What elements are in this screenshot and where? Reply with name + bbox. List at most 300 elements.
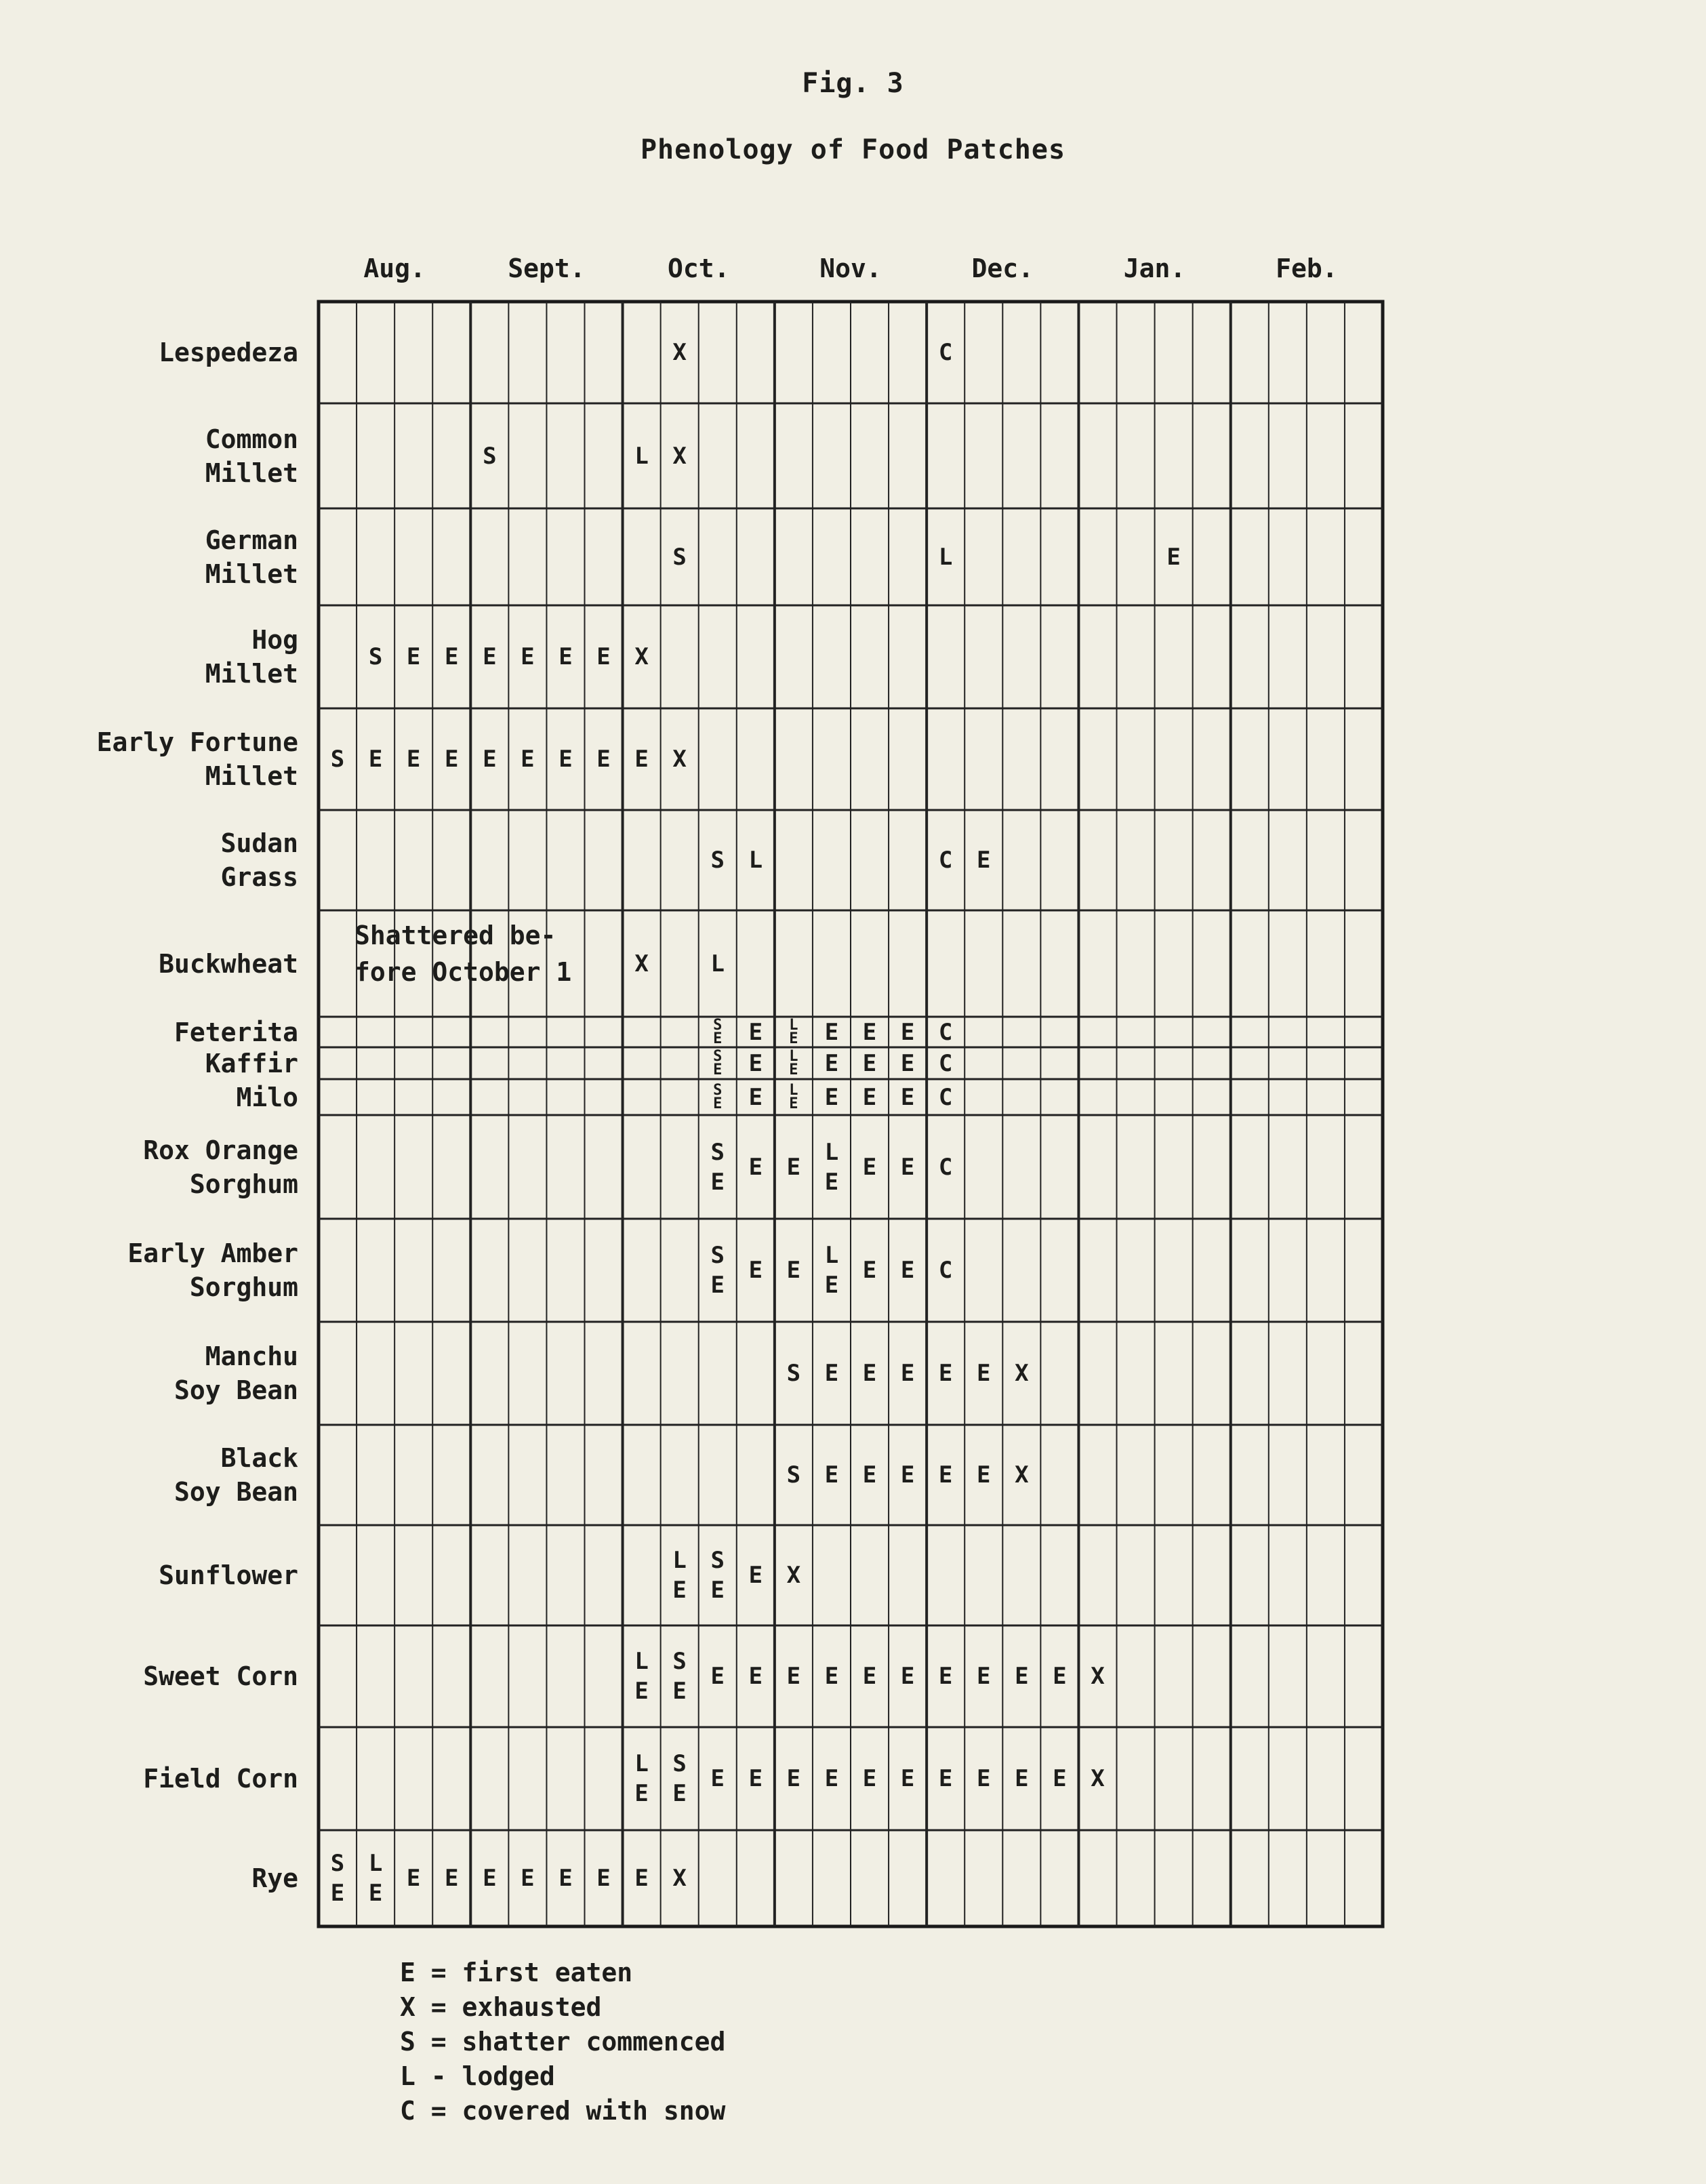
phenology-mark-letter: E: [938, 1765, 953, 1792]
phenology-mark-letter: X: [786, 1562, 801, 1589]
phenology-mark-letter: E: [786, 1765, 801, 1792]
crop-label-line: Lespedeza: [159, 338, 298, 367]
phenology-mark: [394, 1863, 432, 1893]
phenology-mark-letter: S: [483, 442, 497, 470]
phenology-mark: [775, 1358, 813, 1388]
phenology-mark: [432, 1863, 470, 1893]
phenology-mark: [699, 1240, 737, 1300]
phenology-mark-letter: C: [938, 1153, 953, 1181]
buckwheat-note-line-1: Shattered be-: [354, 921, 556, 950]
phenology-mark-letter: E: [900, 1257, 915, 1284]
phenology-mark-letter: E: [596, 643, 611, 670]
phenology-mark-letter: S: [710, 847, 725, 874]
phenology-mark-letter: S: [786, 1360, 801, 1387]
crop-label-line: Common: [205, 424, 298, 454]
phenology-mark: [623, 744, 661, 774]
phenology-mark: [851, 1358, 889, 1388]
phenology-mark: [699, 1047, 737, 1078]
phenology-mark: [546, 642, 584, 672]
phenology-mark-letter: E: [1015, 1765, 1029, 1792]
phenology-mark-letter: E: [1053, 1765, 1067, 1792]
phenology-mark: [470, 441, 508, 471]
phenology-mark: [737, 1560, 775, 1590]
phenology-mark: [964, 1358, 1002, 1388]
phenology-mark-letter: X: [634, 950, 649, 977]
crop-label-line: Kaffir: [205, 1048, 298, 1078]
phenology-mark-letter: E: [596, 746, 611, 773]
phenology-mark-letter: E: [406, 746, 421, 773]
phenology-mark-letter: E: [862, 1018, 877, 1046]
phenology-mark-letter: E: [824, 1360, 839, 1387]
phenology-mark-letter: X: [1015, 1360, 1029, 1387]
phenology-mark-letter: E: [824, 1272, 839, 1299]
legend-item: L - lodged: [400, 2061, 555, 2091]
phenology-mark: [1078, 1661, 1116, 1691]
phenology-mark: [508, 642, 546, 672]
phenology-mark-letter: S: [713, 1016, 723, 1034]
phenology-mark-letter: E: [938, 1360, 953, 1387]
phenology-mark: [889, 1017, 927, 1047]
phenology-mark-letter: E: [672, 1577, 687, 1604]
crop-label-line: Feterita: [174, 1017, 298, 1047]
crop-label-line: Buckwheat: [159, 948, 298, 979]
phenology-mark-letter: X: [672, 746, 687, 773]
phenology-mark-letter: E: [900, 1049, 915, 1077]
phenology-mark-letter: E: [634, 1865, 649, 1892]
phenology-mark-letter: X: [672, 1865, 687, 1892]
phenology-mark: [775, 1560, 813, 1590]
phenology-mark-letter: L: [824, 1242, 839, 1269]
phenology-mark-letter: S: [330, 1850, 345, 1877]
phenology-mark: [623, 642, 661, 672]
phenology-mark: [319, 1848, 357, 1908]
phenology-mark-letter: L: [634, 1648, 649, 1675]
phenology-mark-letter: E: [368, 746, 383, 773]
phenology-mark-letter: E: [789, 1061, 798, 1078]
phenology-mark-letter: E: [862, 1663, 877, 1690]
phenology-mark: [319, 744, 357, 774]
phenology-mark: [964, 1661, 1002, 1691]
phenology-mark: [775, 1255, 813, 1285]
legend: [400, 1956, 725, 2128]
phenology-mark: [699, 949, 737, 979]
phenology-mark-letter: E: [748, 1049, 763, 1077]
phenology-mark-letter: S: [330, 746, 345, 773]
crop-label-line: Millet: [205, 761, 298, 791]
phenology-mark-letter: X: [1091, 1663, 1105, 1690]
phenology-mark: [699, 1661, 737, 1691]
phenology-mark: [927, 1049, 964, 1078]
phenology-mark: [661, 542, 699, 572]
phenology-mark-letter: E: [444, 746, 459, 773]
crop-label-line: Rox Orange: [143, 1135, 298, 1165]
phenology-mark: [775, 1047, 813, 1078]
phenology-mark: [813, 1358, 851, 1388]
crop-label-line: Field Corn: [143, 1764, 298, 1794]
phenology-mark-letter: E: [634, 746, 649, 773]
phenology-mark: [775, 1764, 813, 1794]
phenology-mark-letter: E: [789, 1030, 798, 1047]
figure-title: Phenology of Food Patches: [640, 134, 1066, 165]
phenology-mark: [851, 1152, 889, 1182]
phenology-mark: [699, 845, 737, 875]
month-header: Feb.: [1276, 254, 1338, 283]
phenology-mark-letter: E: [824, 1083, 839, 1111]
phenology-mark: [889, 1764, 927, 1794]
phenology-mark: [813, 1661, 851, 1691]
phenology-mark-letter: E: [444, 643, 459, 670]
phenology-mark-letter: E: [824, 1765, 839, 1792]
phenology-mark-letter: E: [710, 1577, 725, 1604]
phenology-mark-letter: E: [710, 1168, 725, 1196]
phenology-mark: [699, 1764, 737, 1794]
phenology-mark-letter: E: [406, 1865, 421, 1892]
phenology-mark-letter: E: [824, 1049, 839, 1077]
crop-label-line: German: [205, 525, 298, 555]
phenology-mark: [927, 1083, 964, 1112]
phenology-mark: [661, 1646, 699, 1706]
crop-label-line: Black: [220, 1443, 298, 1473]
phenology-mark: [889, 1358, 927, 1388]
phenology-mark: [927, 542, 964, 572]
phenology-mark-letter: L: [634, 1750, 649, 1777]
phenology-mark-letter: E: [713, 1061, 723, 1078]
phenology-mark: [546, 1863, 584, 1893]
phenology-mark-letter: E: [521, 746, 535, 773]
phenology-mark-letter: E: [330, 1880, 345, 1907]
phenology-mark-letter: E: [862, 1049, 877, 1077]
phenology-mark: [889, 1460, 927, 1490]
phenology-mark: [1078, 1764, 1116, 1794]
phenology-mark: [927, 1358, 964, 1388]
phenology-mark-letter: E: [672, 1678, 687, 1705]
phenology-mark: [737, 1661, 775, 1691]
crop-label-line: Hog: [251, 625, 298, 655]
phenology-mark: [623, 1646, 661, 1706]
phenology-mark-letter: L: [824, 1138, 839, 1166]
phenology-mark-letter: E: [634, 1780, 649, 1807]
crop-label-line: Sunflower: [159, 1560, 298, 1590]
phenology-mark: [737, 1049, 775, 1078]
phenology-mark-letter: L: [748, 847, 763, 874]
phenology-mark-letter: L: [672, 1547, 687, 1574]
phenology-mark-letter: E: [521, 1865, 535, 1892]
phenology-mark-letter: E: [824, 1018, 839, 1046]
crop-label-line: Sweet Corn: [143, 1661, 298, 1691]
phenology-mark-letter: E: [1166, 543, 1181, 571]
crop-label-line: Early Fortune: [96, 727, 298, 757]
phenology-mark: [1002, 1764, 1040, 1794]
phenology-mark: [851, 1017, 889, 1047]
crop-label-line: Early Amber: [127, 1238, 298, 1268]
phenology-mark: [1155, 542, 1193, 572]
phenology-mark: [889, 1083, 927, 1112]
phenology-mark: [813, 1049, 851, 1078]
phenology-mark-letter: E: [862, 1083, 877, 1111]
legend-item: S = shatter commenced: [400, 2027, 726, 2057]
phenology-mark: [357, 1848, 394, 1908]
phenology-mark-letter: E: [900, 1018, 915, 1046]
phenology-mark-letter: L: [938, 543, 953, 571]
phenology-mark: [813, 1083, 851, 1112]
phenology-mark-letter: E: [558, 746, 573, 773]
phenology-mark: [585, 642, 623, 672]
phenology-mark: [623, 1863, 661, 1893]
phenology-mark: [1002, 1460, 1040, 1490]
phenology-mark-letter: E: [713, 1030, 723, 1047]
phenology-mark: [851, 1764, 889, 1794]
phenology-mark-letter: L: [710, 950, 725, 977]
phenology-mark-letter: E: [483, 643, 497, 670]
phenology-mark-letter: X: [672, 339, 687, 366]
phenology-mark-letter: E: [862, 1461, 877, 1489]
phenology-mark: [1040, 1764, 1078, 1794]
phenology-mark-letter: C: [938, 339, 953, 366]
phenology-mark-letter: E: [976, 847, 991, 874]
crop-label-line: Sorghum: [189, 1272, 298, 1302]
phenology-mark-letter: E: [900, 1765, 915, 1792]
phenology-mark-letter: E: [976, 1461, 991, 1489]
phenology-mark-letter: C: [938, 1083, 953, 1111]
phenology-mark-letter: E: [824, 1168, 839, 1196]
phenology-mark: [927, 1460, 964, 1490]
phenology-mark-letter: E: [713, 1095, 723, 1112]
phenology-mark: [927, 845, 964, 875]
phenology-mark: [927, 338, 964, 367]
phenology-mark-letter: X: [672, 442, 687, 470]
phenology-mark: [775, 1152, 813, 1182]
phenology-mark-letter: E: [748, 1257, 763, 1284]
phenology-mark: [851, 1255, 889, 1285]
phenology-mark: [623, 1749, 661, 1808]
phenology-mark-letter: E: [483, 746, 497, 773]
phenology-mark-letter: S: [672, 1750, 687, 1777]
phenology-mark-letter: E: [748, 1083, 763, 1111]
phenology-mark-letter: E: [976, 1663, 991, 1690]
phenology-mark-letter: L: [789, 1047, 798, 1065]
crop-label-line: Grass: [220, 862, 298, 892]
phenology-mark-letter: S: [713, 1081, 723, 1099]
phenology-mark: [964, 1764, 1002, 1794]
phenology-mark: [699, 1545, 737, 1605]
phenology-mark: [699, 1137, 737, 1197]
phenology-mark-letter: S: [368, 643, 383, 670]
phenology-mark-letter: E: [1053, 1663, 1067, 1690]
phenology-mark-letter: L: [789, 1081, 798, 1099]
phenology-mark: [661, 1545, 699, 1605]
crop-label-line: Sudan: [220, 828, 298, 858]
phenology-mark: [394, 744, 432, 774]
phenology-mark: [546, 744, 584, 774]
phenology-mark: [737, 1255, 775, 1285]
phenology-mark: [661, 338, 699, 367]
crop-label-line: Millet: [205, 659, 298, 689]
phenology-mark-letter: E: [900, 1153, 915, 1181]
phenology-mark-letter: E: [634, 1678, 649, 1705]
phenology-mark: [737, 1083, 775, 1112]
phenology-mark-letter: E: [558, 643, 573, 670]
phenology-mark-letter: E: [786, 1663, 801, 1690]
phenology-mark: [737, 1764, 775, 1794]
crop-label-line: Soy Bean: [174, 1477, 298, 1507]
phenology-mark: [813, 1137, 851, 1197]
phenology-mark-letter: E: [862, 1765, 877, 1792]
phenology-mark: [851, 1661, 889, 1691]
phenology-mark: [357, 642, 394, 672]
phenology-mark-letter: S: [710, 1138, 725, 1166]
phenology-mark: [470, 744, 508, 774]
phenology-mark-letter: C: [938, 1049, 953, 1077]
phenology-mark: [775, 1460, 813, 1490]
phenology-mark: [737, 1017, 775, 1047]
phenology-mark: [394, 642, 432, 672]
phenology-mark-letter: E: [710, 1765, 725, 1792]
phenology-mark: [585, 744, 623, 774]
phenology-mark: [508, 744, 546, 774]
phenology-mark: [851, 1049, 889, 1078]
phenology-mark: [851, 1083, 889, 1112]
phenology-mark: [927, 1152, 964, 1182]
crop-label-line: Millet: [205, 559, 298, 589]
phenology-mark: [661, 744, 699, 774]
phenology-mark-letter: E: [824, 1663, 839, 1690]
phenology-mark: [1002, 1358, 1040, 1388]
phenology-mark-letter: X: [1015, 1461, 1029, 1489]
phenology-mark: [1040, 1661, 1078, 1691]
phenology-mark: [964, 1460, 1002, 1490]
phenology-mark-letter: E: [444, 1865, 459, 1892]
phenology-mark-letter: S: [713, 1047, 723, 1065]
phenology-mark: [775, 1081, 813, 1112]
phenology-mark: [775, 1016, 813, 1047]
phenology-mark-letter: L: [368, 1850, 383, 1877]
phenology-mark-letter: L: [789, 1016, 798, 1034]
phenology-mark-letter: E: [938, 1461, 953, 1489]
crop-label-line: Sorghum: [189, 1169, 298, 1199]
phenology-mark-letter: E: [938, 1663, 953, 1690]
phenology-mark: [889, 1661, 927, 1691]
phenology-mark: [851, 1460, 889, 1490]
phenology-mark: [813, 1460, 851, 1490]
month-header: Nov.: [819, 254, 882, 283]
month-header: Aug.: [363, 254, 426, 283]
phenology-mark: [357, 744, 394, 774]
phenology-mark: [699, 1016, 737, 1047]
phenology-mark: [432, 744, 470, 774]
phenology-mark-letter: E: [976, 1765, 991, 1792]
phenology-mark-letter: E: [900, 1083, 915, 1111]
phenology-mark: [661, 1863, 699, 1893]
phenology-mark-letter: E: [748, 1765, 763, 1792]
phenology-mark-letter: E: [558, 1865, 573, 1892]
phenology-mark-letter: X: [634, 643, 649, 670]
phenology-mark-letter: E: [748, 1663, 763, 1690]
phenology-mark: [813, 1764, 851, 1794]
phenology-mark-letter: E: [862, 1257, 877, 1284]
phenology-mark-letter: E: [596, 1865, 611, 1892]
phenology-mark-letter: E: [786, 1257, 801, 1284]
phenology-mark-letter: E: [406, 643, 421, 670]
phenology-mark: [813, 1240, 851, 1300]
phenology-mark: [432, 642, 470, 672]
legend-item: X = exhausted: [400, 1992, 602, 2022]
figure-label: Fig. 3: [802, 68, 904, 99]
phenology-mark: [623, 949, 661, 979]
phenology-mark-letter: E: [824, 1461, 839, 1489]
phenology-mark-letter: E: [748, 1153, 763, 1181]
crop-label-line: Milo: [236, 1082, 298, 1112]
month-header: Dec.: [971, 254, 1034, 283]
phenology-mark: [623, 441, 661, 471]
month-header: Jan.: [1123, 254, 1186, 283]
crop-label-line: Manchu: [205, 1341, 298, 1371]
buckwheat-note-line-2: fore October 1: [354, 957, 572, 987]
phenology-mark-letter: E: [789, 1095, 798, 1112]
phenology-mark: [585, 1863, 623, 1893]
phenology-mark-letter: E: [976, 1360, 991, 1387]
phenology-mark-letter: E: [900, 1663, 915, 1690]
phenology-mark: [699, 1081, 737, 1112]
phenology-mark: [927, 1764, 964, 1794]
phenology-mark-letter: X: [1091, 1765, 1105, 1792]
phenology-mark-letter: L: [634, 442, 649, 470]
phenology-mark: [470, 642, 508, 672]
phenology-mark-letter: E: [900, 1461, 915, 1489]
phenology-mark: [927, 1255, 964, 1285]
phenology-mark-letter: S: [672, 1648, 687, 1675]
phenology-mark-letter: E: [672, 1780, 687, 1807]
phenology-mark-letter: C: [938, 847, 953, 874]
phenology-mark: [964, 845, 1002, 875]
phenology-mark-letter: E: [483, 1865, 497, 1892]
month-header: Sept.: [508, 254, 586, 283]
crop-label-line: Soy Bean: [174, 1375, 298, 1405]
month-header: Oct.: [667, 254, 730, 283]
phenology-mark-letter: S: [710, 1242, 725, 1269]
phenology-mark-letter: S: [786, 1461, 801, 1489]
phenology-mark: [813, 1017, 851, 1047]
phenology-mark: [775, 1661, 813, 1691]
phenology-mark: [661, 1749, 699, 1808]
phenology-mark-letter: E: [1015, 1663, 1029, 1690]
phenology-mark-letter: C: [938, 1257, 953, 1284]
crop-label-line: Rye: [251, 1863, 298, 1893]
phenology-mark: [1002, 1661, 1040, 1691]
phenology-mark-letter: E: [368, 1880, 383, 1907]
phenology-mark: [889, 1152, 927, 1182]
phenology-mark: [737, 845, 775, 875]
phenology-mark-letter: E: [862, 1360, 877, 1387]
phenology-mark: [508, 1863, 546, 1893]
phenology-mark-letter: E: [748, 1562, 763, 1589]
phenology-mark: [927, 1661, 964, 1691]
phenology-mark-letter: E: [862, 1153, 877, 1181]
phenology-mark-letter: E: [710, 1663, 725, 1690]
phenology-mark: [927, 1017, 964, 1047]
phenology-mark: [737, 1152, 775, 1182]
phenology-mark-letter: C: [938, 1018, 953, 1046]
phenology-mark-letter: E: [748, 1018, 763, 1046]
crop-label-line: Millet: [205, 458, 298, 488]
phenology-mark-letter: E: [900, 1360, 915, 1387]
phenology-mark: [661, 441, 699, 471]
legend-item: C = covered with snow: [400, 2096, 726, 2126]
phenology-mark-letter: E: [786, 1153, 801, 1181]
phenology-mark-letter: E: [521, 643, 535, 670]
phenology-mark: [889, 1255, 927, 1285]
phenology-mark: [889, 1049, 927, 1078]
legend-item: E = first eaten: [400, 1958, 633, 1987]
